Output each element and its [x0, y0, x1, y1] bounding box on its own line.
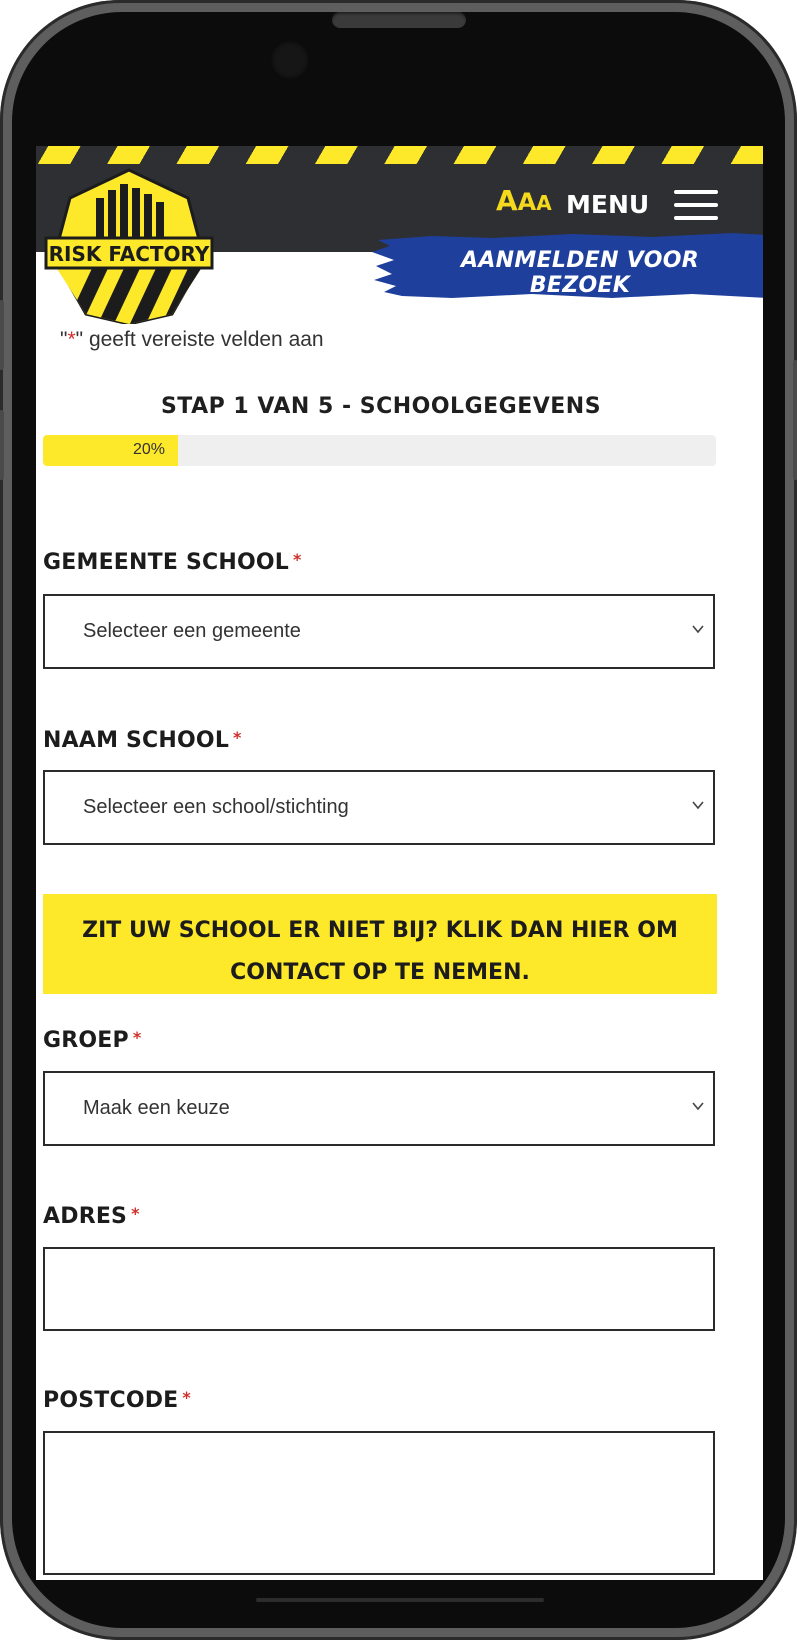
phone-camera: [270, 40, 310, 80]
font-size-medium: A: [517, 188, 537, 216]
progress-bar: [43, 435, 716, 466]
phone-earpiece: [332, 12, 466, 28]
phone-side-button: [0, 300, 4, 370]
gemeente-select[interactable]: [43, 594, 715, 669]
phone-side-button: [0, 410, 4, 480]
chevron-down-icon: [691, 1099, 705, 1113]
logo-text: RISK FACTORY: [48, 242, 210, 266]
font-size-small: A: [536, 191, 552, 215]
chevron-down-icon: [691, 798, 705, 812]
adres-label: ADRES *: [43, 1204, 140, 1229]
chevron-down-icon: [691, 622, 705, 636]
gemeente-select-value: Selecteer een gemeente: [83, 620, 301, 642]
font-size-toggle[interactable]: [496, 184, 552, 217]
groep-select-value: Maak een keuze: [83, 1097, 230, 1119]
step-title: STAP 1 VAN 5 - SCHOOLGEGEVENS: [160, 394, 602, 419]
naam-school-select-value: Selecteer een school/stichting: [83, 796, 349, 818]
signup-visit-button[interactable]: [372, 232, 763, 300]
menu-label[interactable]: MENU: [566, 190, 650, 219]
screen: [36, 146, 763, 1580]
phone-side-button: [793, 360, 797, 480]
progress-percent: 20%: [133, 441, 166, 458]
groep-label: GROEP *: [43, 1028, 142, 1053]
naam-school-label: NAAM SCHOOL *: [43, 728, 242, 753]
school-not-listed-contact-link[interactable]: [43, 894, 717, 994]
naam-school-select[interactable]: [43, 770, 715, 845]
hazard-stripe: [36, 146, 763, 164]
signup-visit-label: AANMELDEN VOOR BEZOEK: [461, 248, 699, 298]
hamburger-menu-icon[interactable]: [674, 190, 718, 220]
font-size-large: A: [496, 184, 518, 217]
required-fields-note: "*" geeft vereiste velden aan: [60, 328, 324, 351]
home-indicator: [256, 1598, 544, 1602]
groep-select[interactable]: [43, 1071, 715, 1146]
postcode-label: POSTCODE *: [43, 1388, 191, 1413]
school-not-listed-text: ZIT UW SCHOOL ER NIET BIJ? KLIK DAN HIER OM CONTACT OP TE NEMEN.: [82, 918, 678, 985]
risk-factory-logo[interactable]: [44, 168, 214, 324]
gemeente-label: GEMEENTE SCHOOL *: [43, 550, 302, 575]
adres-input[interactable]: [43, 1247, 715, 1331]
postcode-input[interactable]: [43, 1431, 715, 1575]
